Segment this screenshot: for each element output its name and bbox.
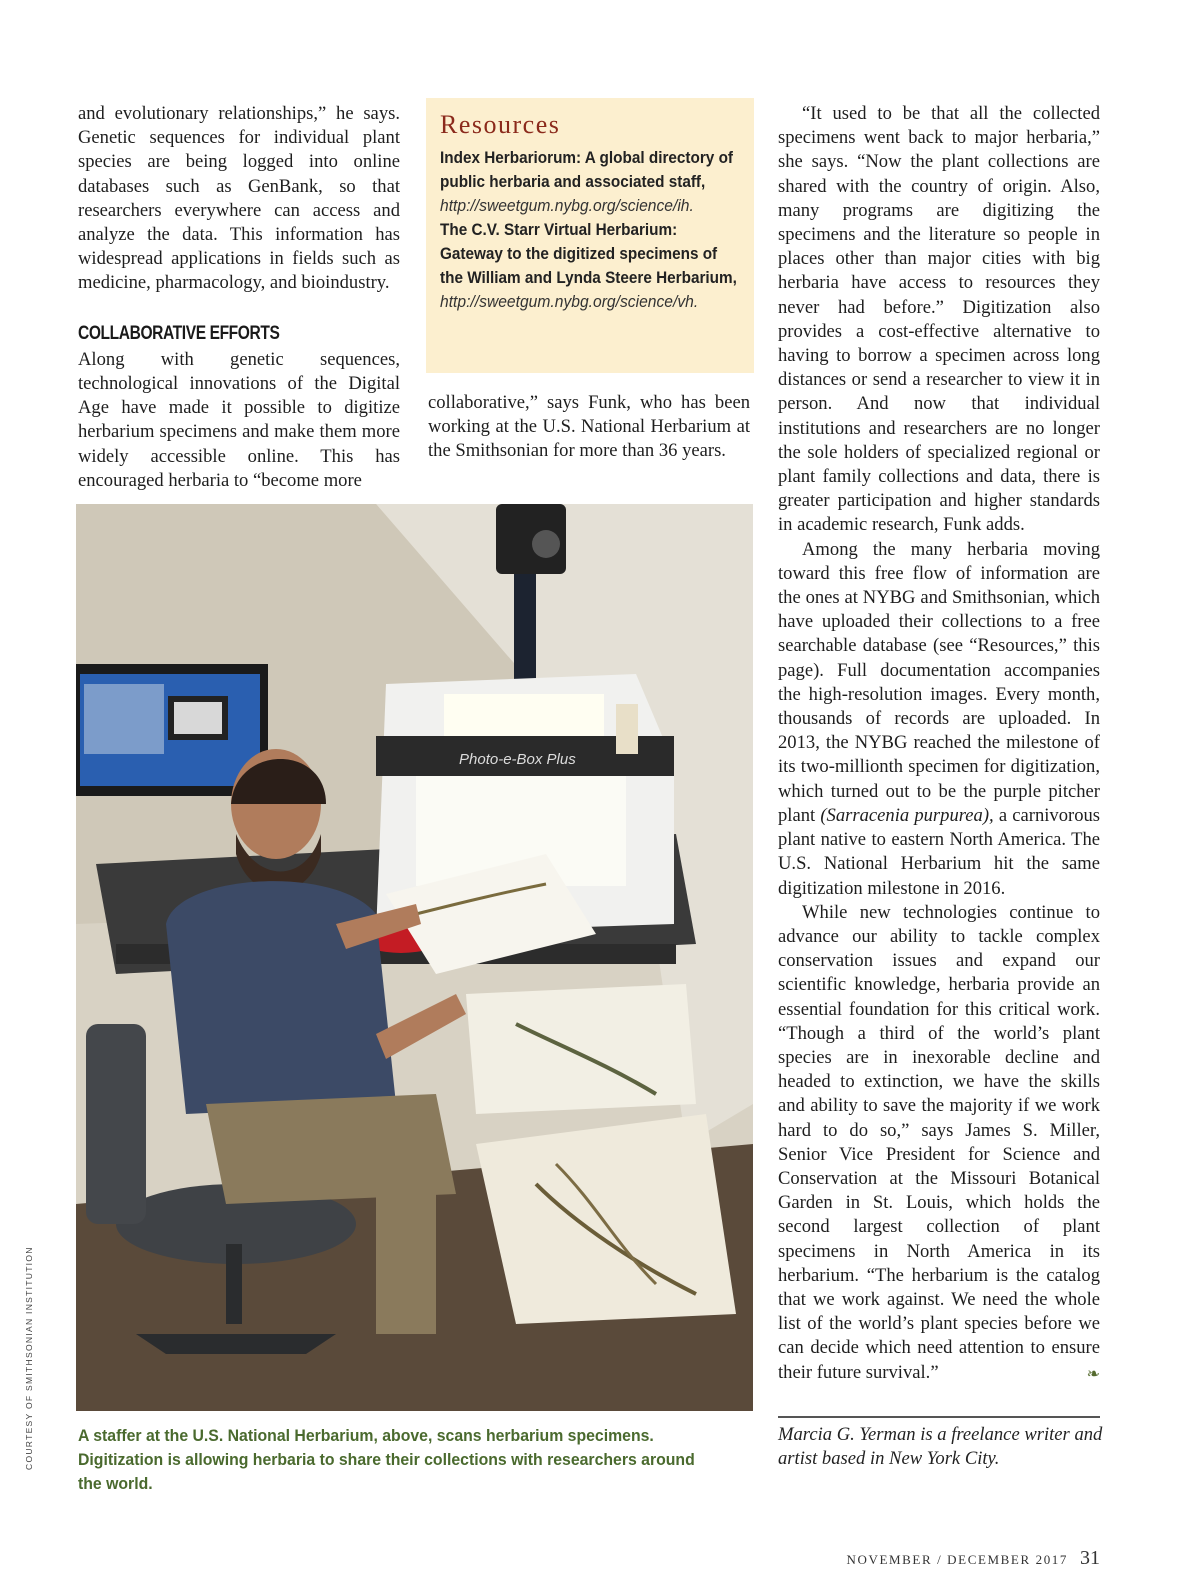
paragraph: Along with genetic sequences, technological innovations of the Digital Age have made it possible to digitize herbarium specimens and make them more widely accessible online. This has encouraged herbaria to “become more	[78, 348, 400, 491]
page-footer	[847, 1547, 1101, 1570]
resources-box	[426, 98, 754, 373]
end-mark-icon: ❧	[1086, 1365, 1100, 1383]
page-number: 31	[1080, 1547, 1100, 1569]
paragraph-text: Among the many herbaria moving toward this free flow of information are the ones at NYBG and Smithsonian, which have uploaded their collections to a free searchable database (see “Resources,” this page). Full documentation accompanies the high-resolution images. Every month, thousands of records are uploaded. In 2013, the NYBG reached the milestone of its two-millionth specimen for digitization, which turned out to be the purple pitcher plant	[778, 538, 1100, 826]
photo-box-label: Photo-e-Box Plus	[459, 751, 576, 768]
resources-title: Resources	[440, 110, 561, 139]
paragraph-text: While new technologies continue to advance our ability to tackle complex conservation issues and expand our scientific knowledge, herbaria provide an essential foundation for this critical work. “Though a third of the world’s plant species are in inexorable decline and headed to extinction, we have the skills and ability to save the majority if we work hard to do so,” says James S. Miller, Senior Vice President for Science and Conservation at the Missouri Botanical Garden in St. Louis, which holds the second largest collection of plant specimens in North America in its herbarium. “The herbarium is the catalog that we work against. We need the whole list of the world’s plant species before we can decide which need attention to ensure their future survival.”	[778, 901, 1100, 1383]
article-column-2	[428, 391, 750, 464]
section-heading: COLLABORATIVE EFFORTS	[78, 322, 280, 344]
article-column-3	[778, 102, 1100, 1387]
resource-title-index-herbariorum: Index Herbariorum: A global directory of public herbaria and associated staff,	[440, 148, 734, 191]
paragraph: collaborative,” says Funk, who has been working at the U.S. National Herbarium at the Smithsonian for more than 36 years.	[428, 392, 750, 462]
resource-link-index-herbariorum[interactable]: http://sweetgum.nybg.org/science/ih.	[440, 196, 694, 215]
issue-date: NOVEMBER / DECEMBER 2017	[846, 1552, 1068, 1567]
resource-title-virtual-herbarium: The C.V. Starr Virtual Herbarium: Gateway to the digitized specimens of the William and Lynda Steere Herbarium,	[440, 220, 737, 287]
paragraph	[778, 538, 1100, 901]
herbarium-photo	[76, 504, 753, 1411]
author-bio: Marcia G. Yerman is a freelance writer and artist based in New York City.	[778, 1424, 1103, 1470]
paragraph: and evolutionary relationships,” he says. Genetic sequences for individual plant species are being logged into online databases such as GenBank, so that researchers everywhere can access and analyze the data. This information has widespread applications in fields such as medicine, pharmacology, and bioindustry.	[78, 103, 400, 294]
species-name: (Sarracenia purpurea),	[820, 804, 994, 826]
photo-caption: A staffer at the U.S. National Herbarium, above, scans herbarium specimens. Digitization is allowing herbaria to share their collections with researchers around the world.	[78, 1426, 695, 1493]
bio-divider	[778, 1416, 1100, 1418]
paragraph-text: a carnivorous plant native to eastern North America. The U.S. National Herbarium hit the same digitization milestone in 2016.	[778, 804, 1101, 899]
resource-link-virtual-herbarium[interactable]: http://sweetgum.nybg.org/science/vh.	[440, 292, 699, 311]
paragraph	[778, 901, 1100, 1385]
paragraph: “It used to be that all the collected specimens went back to major herbaria,” she says. “Now the plant collections are shared with the country of origin. Also, many programs are digitizing the specimens and the literature so people in places other than major cities with big herbaria have access to resources they never had before.” Digitization also provides a cost-effective alternative to having to borrow a specimen across long distances or send a researcher to view it in person. And now that individual institutions and researchers are no longer the sole holders of specialized regional or plant family collections and data, there is greater participation and higher standards in academic research, Funk adds.	[778, 103, 1100, 536]
photo-credit: COURTESY OF SMITHSONIAN INSTITUTION	[24, 1246, 34, 1470]
article-column-1	[78, 102, 400, 493]
